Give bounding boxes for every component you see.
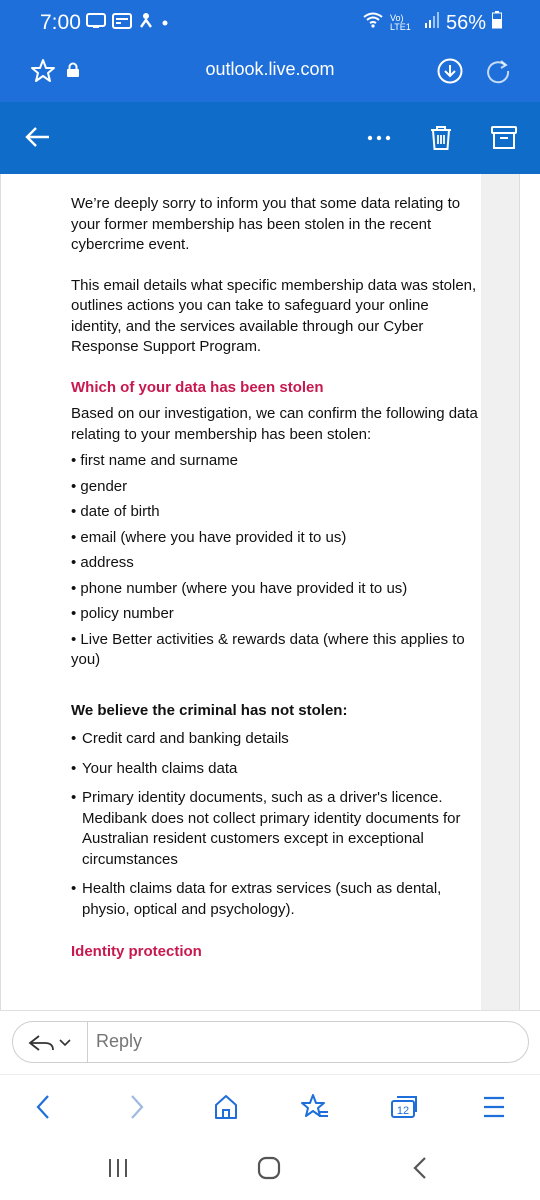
list-item: • date of birth <box>71 503 160 520</box>
url-text[interactable]: outlook.live.com <box>205 59 335 79</box>
status-left-icons <box>86 12 170 35</box>
browser-nav <box>0 1074 540 1138</box>
section-heading-stolen: Which of your data has been stolen <box>71 378 324 396</box>
list-item: • Live Better activities & rewards data (where this applies to you) <box>71 630 465 668</box>
archive-icon[interactable] <box>490 124 518 157</box>
list-item: • phone number (where you have provided it to us) <box>71 579 408 597</box>
list-item: • Health claims data for extras services (such as dental, physio, optical and psychology). <box>71 879 481 920</box>
battery-icon <box>492 11 502 35</box>
tabs-icon[interactable] <box>390 1093 420 1126</box>
paragraph-intro: We’re deeply sorry to inform you that some data relating to your former membership has been stolen in the recent cybercrime event. <box>71 195 461 253</box>
list-item: • policy number <box>71 605 174 622</box>
signal-icon <box>424 11 440 35</box>
list-item: • Your health claims data <box>71 759 481 780</box>
reply-bar <box>0 1010 540 1074</box>
tab-count: 12 <box>396 1105 410 1117</box>
more-icon[interactable] <box>366 124 392 153</box>
bookmarks-icon[interactable] <box>300 1093 330 1126</box>
back-arrow-icon[interactable] <box>22 122 52 157</box>
url-bar <box>0 48 540 102</box>
menu-icon[interactable] <box>482 1093 506 1126</box>
list-item: • Primary identity documents, such as a driver's licence. Medibank does not collect primary identity documents for Australian resident customers except in exceptional circumstances <box>71 788 481 870</box>
reply-input[interactable] <box>96 1031 396 1052</box>
status-bar <box>0 0 540 48</box>
calendar-icon <box>112 13 132 34</box>
system-nav <box>0 1138 540 1200</box>
section-heading-identity: Identity protection <box>71 943 202 960</box>
email-toolbar <box>0 102 540 174</box>
not-stolen-list <box>71 729 481 920</box>
refresh-icon[interactable] <box>484 57 512 90</box>
back-icon[interactable] <box>410 1156 430 1185</box>
list-item: • first name and surname <box>71 452 238 469</box>
status-time: 7:00 <box>40 11 81 34</box>
home-button-icon[interactable] <box>256 1156 282 1185</box>
network-label: Vo) LTE1 <box>389 13 411 32</box>
status-right <box>362 11 502 35</box>
stolen-list <box>71 451 481 671</box>
chevron-left-icon[interactable] <box>32 1093 56 1126</box>
reply-divider <box>87 1022 88 1062</box>
home-icon[interactable] <box>212 1093 240 1126</box>
list-item: • email (where you have provided it to us) <box>71 528 347 546</box>
list-item: • gender <box>71 477 128 495</box>
reply-box <box>12 1021 529 1063</box>
scrollbar[interactable] <box>481 174 519 1010</box>
reply-options-button[interactable] <box>27 1033 77 1058</box>
accessibility-icon <box>138 12 154 35</box>
battery-percent: 56% <box>445 11 486 34</box>
download-icon[interactable] <box>436 57 464 90</box>
chevron-right-icon[interactable] <box>124 1093 148 1126</box>
recents-icon[interactable] <box>106 1156 130 1185</box>
section-heading-not-stolen: We believe the criminal has not stolen: <box>71 701 348 719</box>
trash-icon[interactable] <box>428 124 454 157</box>
paragraph-details: This email details what specific membership data was stolen, outlines actions you can take to safeguard your online identity, and the services available through our Cyber Response Support Program. <box>71 276 477 355</box>
list-item: • Credit card and banking details <box>71 729 481 750</box>
cast-icon <box>86 13 106 34</box>
stolen-intro: Based on our investigation, we can confirm the following data relating to your membership has been stolen: <box>71 405 478 443</box>
dot-icon <box>160 15 170 33</box>
email-content <box>0 174 540 1010</box>
list-item: • address <box>71 554 134 571</box>
wifi-icon <box>362 11 384 35</box>
email-body <box>71 194 481 969</box>
